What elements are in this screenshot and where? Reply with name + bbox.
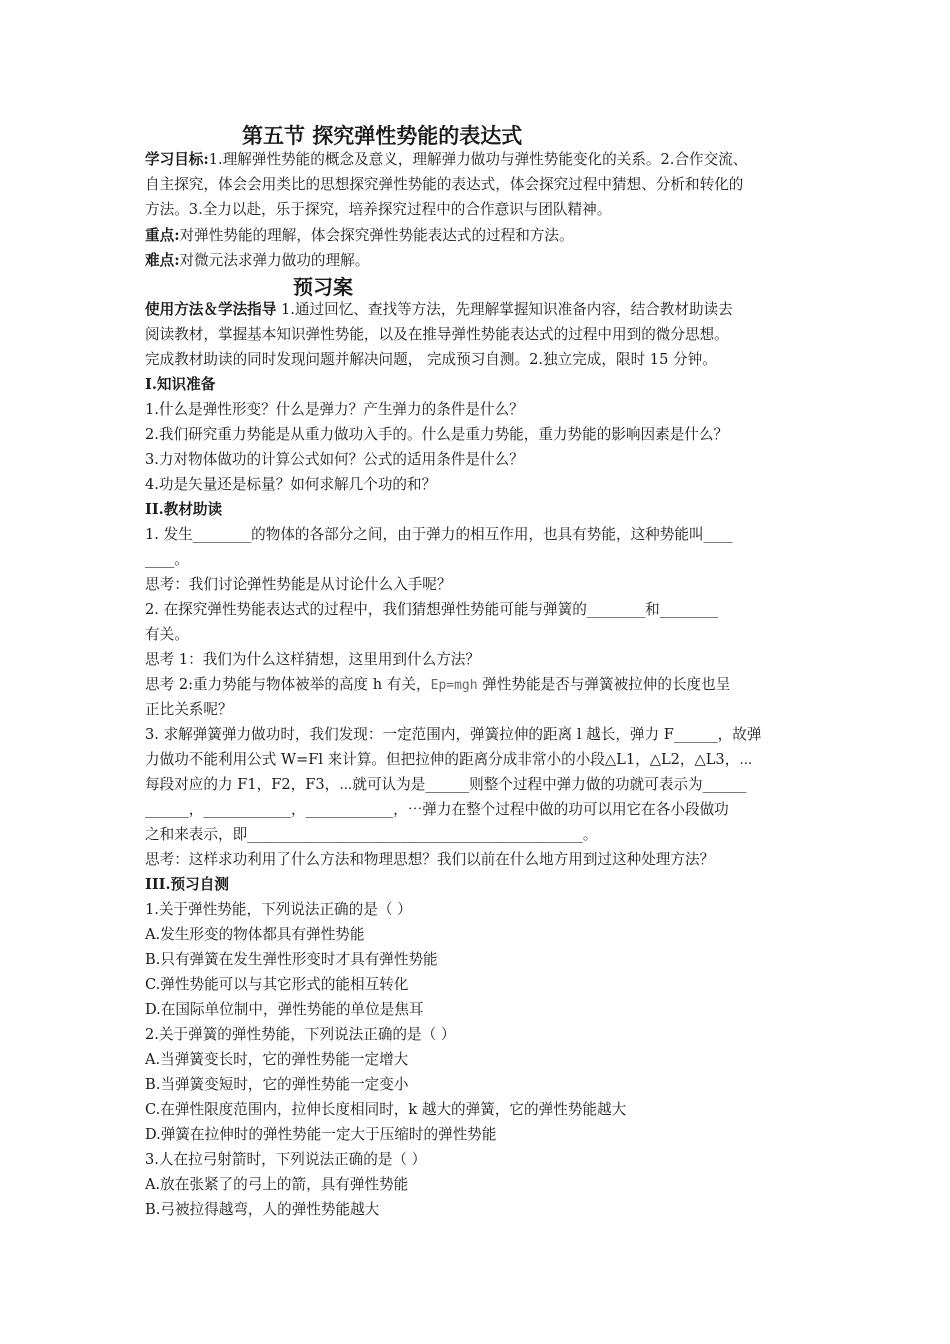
difficulty-line (145, 251, 813, 271)
keypoint-label: 重点: (145, 227, 180, 244)
section3-heading: III.预习自测 (145, 876, 229, 893)
quiz-line-8: B.当弹簧变短时，它的弹性势能一定变小 (145, 1076, 409, 1093)
quiz-line-2: A.发生形变的物体都具有弹性势能 (145, 926, 365, 943)
think-3-line-1 (145, 675, 813, 696)
q1-line-1: 1. 发生________的物体的各部分之间，由于弹力的相互作用，也具有势能，这种势能叫____ (145, 526, 733, 543)
keypoint-text: 对弹性势能的理解，体会探究弹性势能表达式的过程和方法。 (179, 227, 574, 244)
method-line-1 (145, 300, 813, 320)
method-label: 使用方法＆学法指导 (145, 301, 277, 318)
section2-heading: II.教材助读 (145, 501, 223, 518)
quiz-line-4: C.弹性势能可以与其它形式的能相互转化 (145, 976, 409, 993)
objectives-text-1: 1.理解弹性势能的概念及意义，理解弹力做功与弹性势能变化的关系。2.合作交流、 (208, 151, 748, 168)
page-title: 第五节 探究弹性势能的表达式 (242, 123, 523, 148)
quiz-line-13: B.弓被拉得越弯，人的弹性势能越大 (145, 1201, 380, 1218)
quiz-line-10: D.弹簧在拉伸时的弹性势能一定大于压缩时的弹性势能 (145, 1126, 497, 1143)
quiz-line-7: A.当弹簧变长时，它的弹性势能一定增大 (145, 1051, 409, 1068)
quiz-line-1: 1.关于弹性势能，下列说法正确的是（ ） (145, 901, 412, 918)
quiz-line-5: D.在国际单位制中，弹性势能的单位是焦耳 (145, 1001, 424, 1018)
section1-heading: I.知识准备 (145, 376, 216, 393)
method-line-2: 阅读教材，掌握基本知识弹性势能，以及在推导弹性势能表达式的过程中用到的微分思想。 (145, 326, 729, 343)
q1-line-2: ____。 (145, 551, 189, 568)
q3-line-1: 3. 求解弹簧弹力做功时，我们发现：一定范围内，弹簧拉伸的距离 l 越长，弹力 F______，故弹 (145, 726, 762, 743)
difficulty-text: 对微元法求弹力做功的理解。 (179, 252, 370, 269)
think-2: 思考 1：我们为什么这样猜想，这里用到什么方法？ (145, 651, 480, 668)
method-text-1: 1.通过回忆、查找等方法，先理解掌握知识准备内容，结合教材助读去 (276, 301, 733, 318)
quiz-line-11: 3.人在拉弓射箭时，下列说法正确的是（ ） (145, 1151, 427, 1168)
objectives-line-2: 自主探究，体会会用类比的思想探究弹性势能的表达式，体会探究过程中猜想、分析和转化的 (145, 176, 744, 193)
quiz-line-12: A.放在张紧了的弓上的箭，具有弹性势能 (145, 1176, 409, 1193)
section1-item-1: 1.什么是弹性形变？什么是弹力？产生弹力的条件是什么？ (145, 401, 524, 418)
method-line-3: 完成教材助读的同时发现问题并解决问题， 完成预习自测。2.独立完成，限时 15 分钟。 (145, 351, 717, 368)
section1-item-4: 4.功是矢量还是标量？如何求解几个功的和？ (145, 476, 437, 493)
objectives-label: 学习目标: (145, 151, 209, 168)
section1-item-2: 2.我们研究重力势能是从重力做功入手的。什么是重力势能，重力势能的影响因素是什么？ (145, 426, 729, 443)
quiz-line-9: C.在弹性限度范围内，拉伸长度相同时，k 越大的弹簧，它的弹性势能越大 (145, 1101, 627, 1118)
quiz-line-3: B.只有弹簧在发生弹性形变时才具有弹性势能 (145, 951, 438, 968)
q3-line-5: 之和来表示，即______________________________________________。 (145, 826, 598, 843)
quiz-line-6: 2.关于弹簧的弹性势能，下列说法正确的是（ ） (145, 1026, 456, 1043)
think-1: 思考：我们讨论弹性势能是从讨论什么入手呢？ (145, 576, 452, 593)
potential-energy-formula: Ep=mgh (430, 678, 478, 693)
think-3-before: 思考 2:重力势能与物体被举的高度 h 有关， (145, 676, 431, 693)
think-3-line-2: 正比关系呢？ (145, 701, 233, 718)
difficulty-label: 难点: (145, 252, 180, 269)
q2-line-2: 有关。 (145, 626, 189, 643)
q3-line-3: 每段对应的力 F1，F2，F3，⋯就可认为是______则整个过程中弹力做的功就可表示为______ (145, 776, 747, 793)
objectives-line-3: 方法。3.全力以赴，乐于探究，培养探究过程中的合作意识与团队精神。 (145, 201, 612, 218)
q2-line-1: 2. 在探究弹性势能表达式的过程中，我们猜想弹性势能可能与弹簧的________和________ (145, 601, 719, 618)
think-3-after: 弹性势能是否与弹簧被拉伸的长度也呈 (477, 676, 731, 693)
q3-line-2: 力做功不能利用公式 W=Fl 来计算。但把拉伸的距离分成非常小的小段△L1，△L2，△L3，⋯ (145, 751, 753, 768)
objectives-line-1 (145, 150, 813, 170)
keypoint-line (145, 226, 813, 246)
section1-item-3: 3.力对物体做功的计算公式如何？公式的适用条件是什么？ (145, 451, 524, 468)
think-4: 思考：这样求功利用了什么方法和物理思想？我们以前在什么地方用到过这种处理方法？ (145, 851, 715, 868)
q3-line-4: ______，____________，____________，⋯弹力在整个过程中做的功可以用它在各小段做功 (145, 801, 729, 818)
preview-title: 预习案 (293, 275, 353, 299)
